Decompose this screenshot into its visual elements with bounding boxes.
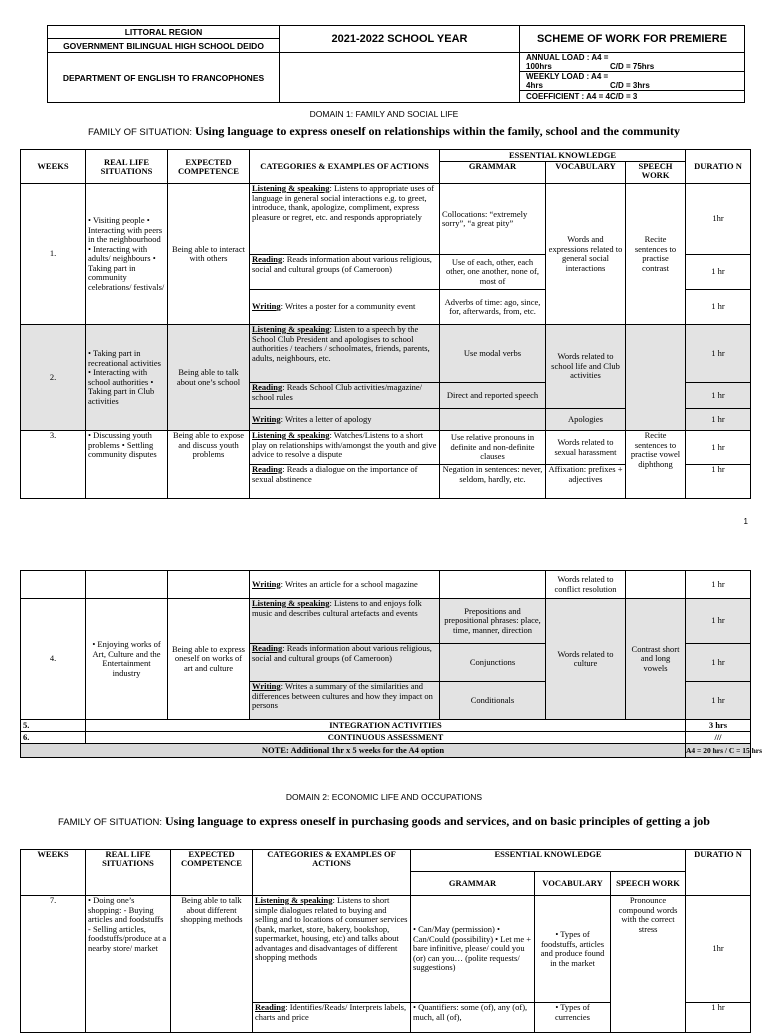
speech-work-cell: Contrast short and long vowels: [626, 599, 686, 720]
writing-action: Writing: Writes a poster for a community event: [250, 290, 440, 325]
listening-action: Listening & speaking: Listens to short simple dialogues related to buying and selling and to locations of consumer services (bank, market, store, bakery, bookshop, supermarket, housing, etc) and talks about advantages and disadvantages of different shopping methods: [253, 896, 411, 1003]
grammar-cell: Prepositions and prepositional phrases: place, time, manner, direction: [440, 599, 546, 644]
col-speech: SPEECH WORK: [611, 872, 686, 896]
expected-competence: Being able to expose and discuss youth problems: [168, 431, 250, 499]
reading-action: Reading: Reads a dialogue on the importance of sexual abstinence: [250, 465, 440, 499]
week-number: 3.: [21, 431, 86, 499]
page-number: 1: [743, 517, 748, 526]
grammar-cell: Collocations: “extremely sorry”, “a great pity”: [440, 184, 546, 255]
grammar-cell: Negation in sentences: never, seldom, hardly, etc.: [440, 465, 546, 499]
col-vocabulary: VOCABULARY: [535, 872, 611, 896]
reading-action: Reading: Identifies/Reads/ Interprets labels, charts and price: [253, 1003, 411, 1033]
writing-action: Writing: Writes a letter of apology: [250, 409, 440, 431]
domain1-table: [20, 149, 751, 499]
table-row: [21, 184, 751, 255]
domain2-table: [20, 849, 751, 1033]
table-row: [21, 325, 751, 383]
week-number: 7.: [21, 896, 86, 1033]
coefficient: COEFFICIENT : A4 = 4C/D = 3: [520, 91, 745, 103]
table-row: [21, 732, 751, 744]
table-row: [21, 896, 751, 1003]
col-weeks: WEEKS: [21, 850, 86, 896]
annual-load: ANNUAL LOAD : A4 = 100hrs C/D = 75hrs: [520, 53, 745, 72]
real-life-situations: • Visiting people • Interacting with peers in the neighbourhood • Interacting with adults/ neighbours • Taking part in community celebrations/ festivals/: [86, 184, 168, 325]
real-life-situations: • Enjoying works of Art, Culture and the Entertainment industry: [86, 599, 168, 720]
expected-competence: Being able to talk about one’s school: [168, 325, 250, 431]
header-table: [47, 25, 745, 103]
col-duration: DURATIO N: [686, 150, 751, 184]
col-categories: CATEGORIES & EXAMPLES OF ACTIONS: [250, 150, 440, 184]
scheme-title: SCHEME OF WORK FOR PREMIERE: [520, 26, 745, 53]
table-row: [21, 599, 751, 644]
speech-work-cell: Recite sentences to practise contrast: [626, 184, 686, 325]
col-categories: CATEGORIES & EXAMPLES OF ACTIONS: [253, 850, 411, 896]
domain2-family: FAMILY OF SITUATION: Using language to express oneself in purchasing goods and services, and on basic principles of getting a job: [58, 814, 710, 828]
expected-competence: Being able to express oneself on works of art and culture: [168, 599, 250, 720]
table-row: [21, 431, 751, 465]
col-duration: DURATIO N: [686, 850, 751, 896]
col-competence: EXPECTED COMPETENCE: [171, 850, 253, 896]
listening-action: Listening & speaking: Listens to appropriate uses of language in general social interactions e.g. to greet, introduce, thank, apologize, compliment, express pleasure or regret, etc. and responds appropriately: [250, 184, 440, 255]
vocabulary-cell: Words related to conflict resolution: [546, 571, 626, 599]
listening-action: Listening & speaking: Watches/Listens to a short play on relationships with/amongst the youth and give advice to resolve a dispute: [250, 431, 440, 465]
col-speech: SPEECH WORK: [626, 162, 686, 184]
expected-competence: Being able to talk about different shopping methods: [171, 896, 253, 1033]
vocabulary-cell: Words related to sexual harassment: [546, 431, 626, 465]
col-weeks: WEEKS: [21, 150, 86, 184]
duration-cell: 1 hr: [686, 383, 751, 409]
vocabulary-cell: • Types of foodstuffs, articles and produce found in the market: [535, 896, 611, 1003]
duration-cell: 1 hr: [686, 465, 751, 499]
duration-cell: ///: [686, 732, 751, 744]
duration-cell: 1 hr: [686, 255, 751, 290]
grammar-cell: Conjunctions: [440, 644, 546, 682]
col-real-life: REAL LIFE SITUATIONS: [86, 850, 171, 896]
domain2-title: DOMAIN 2: ECONOMIC LIFE AND OCCUPATIONS: [285, 792, 483, 802]
grammar-cell: Use of each, other, each other, one another, none of, most of: [440, 255, 546, 290]
domain1-title: DOMAIN 1: FAMILY AND SOCIAL LIFE: [309, 109, 459, 119]
duration-cell: 1 hr: [686, 290, 751, 325]
vocabulary-cell: Words and expressions related to general social interactions: [546, 184, 626, 325]
continuation-table: [20, 570, 763, 758]
reading-action: Reading: Reads information about various religious, social and cultural groups (of Cameroon): [250, 255, 440, 290]
duration-cell: 1 hr: [686, 599, 751, 644]
week-number: 4.: [21, 599, 86, 720]
grammar-cell: Use relative pronouns in definite and non-definite clauses: [440, 431, 546, 465]
grammar-cell: Use modal verbs: [440, 325, 546, 383]
grammar-cell: • Quantifiers: some (of), any (of), much, all (of),: [411, 1003, 535, 1033]
duration-cell: 1hr: [686, 184, 751, 255]
week-number: 5.: [21, 720, 86, 732]
note-text: NOTE: Additional 1hr x 5 weeks for the A4 option: [21, 744, 686, 758]
duration-cell: 1 hr: [686, 682, 751, 720]
duration-cell: 1hr: [686, 896, 751, 1003]
school-year: 2021-2022 SCHOOL YEAR: [280, 26, 520, 53]
table-row: [21, 571, 751, 599]
duration-cell: 3 hrs: [686, 720, 751, 732]
writing-action: Writing: Writes a summary of the similarities and differences between cultures and how they impact on persons: [250, 682, 440, 720]
real-life-situations: • Doing one’s shopping: - Buying articles and foodstuffs - Selling articles, foodstuffs/produce at a nearby store/ market: [86, 896, 171, 1033]
continuous-assessment: CONTINUOUS ASSESSMENT: [86, 732, 686, 744]
grammar-cell: Conditionals: [440, 682, 546, 720]
vocabulary-cell: Words related to school life and Club activities: [546, 325, 626, 409]
col-vocabulary: VOCABULARY: [546, 162, 626, 184]
col-grammar: GRAMMAR: [411, 872, 535, 896]
grammar-cell: Adverbs of time: ago, since, for, afterwards, from, etc.: [440, 290, 546, 325]
week-number: 1.: [21, 184, 86, 325]
real-life-situations: • Taking part in recreational activities • Interacting with school authorities • Taking part in Club activities: [86, 325, 168, 431]
duration-cell: 1 hr: [686, 431, 751, 465]
real-life-situations: • Discussing youth problems • Settling community disputes: [86, 431, 168, 499]
speech-work-cell: Pronounce compound words with the correct stress: [611, 896, 686, 1033]
col-real-life: REAL LIFE SITUATIONS: [86, 150, 168, 184]
integration-activities: INTEGRATION ACTIVITIES: [86, 720, 686, 732]
region: LITTORAL REGION: [48, 26, 280, 39]
duration-cell: 1 hr: [686, 409, 751, 431]
note-duration: A4 = 20 hrs / C = 15 hrs: [686, 744, 751, 758]
reading-action: Reading: Reads School Club activities/magazine/ school rules: [250, 383, 440, 409]
week-number: 6.: [21, 732, 86, 744]
grammar-cell: • Can/May (permission) • Can/Could (possibility) • Let me + bare infinitive, please/ could you (or) can you… (polite requests/ suggestions): [411, 896, 535, 1003]
listening-action: Listening & speaking: Listen to a speech by the School Club President and apologises to school authorities / teachers / schoolmates, friends, parents, adults, neighbours, etc.: [250, 325, 440, 383]
vocabulary-cell: Affixation: prefixes + adjectives: [546, 465, 626, 499]
listening-action: Listening & speaking: Listens to and enjoys folk music and describes cultural artefacts and events: [250, 599, 440, 644]
grammar-cell: Direct and reported speech: [440, 383, 546, 409]
vocabulary-cell: • Types of currencies: [535, 1003, 611, 1033]
duration-cell: 1 hr: [686, 571, 751, 599]
note-row: [21, 744, 751, 758]
department: DEPARTMENT OF ENGLISH TO FRANCOPHONES: [48, 53, 280, 103]
weekly-load: WEEKLY LOAD : A4 = 4hrs C/D = 3hrs: [520, 72, 745, 91]
expected-competence: Being able to interact with others: [168, 184, 250, 325]
col-grammar: GRAMMAR: [440, 162, 546, 184]
vocabulary-cell: Words related to culture: [546, 599, 626, 720]
vocabulary-cell: Apologies: [546, 409, 626, 431]
duration-cell: 1 hr: [686, 644, 751, 682]
col-competence: EXPECTED COMPETENCE: [168, 150, 250, 184]
col-knowledge: ESSENTIAL KNOWLEDGE: [440, 150, 686, 162]
duration-cell: 1 hr: [686, 1003, 751, 1033]
reading-action: Reading: Reads information about various religious, social and cultural groups (of Cameroon): [250, 644, 440, 682]
duration-cell: 1 hr: [686, 325, 751, 383]
domain1-family: FAMILY OF SITUATION: Using language to express oneself on relationships within the family, school and the community: [88, 124, 680, 138]
table-row: [21, 720, 751, 732]
writing-action: Writing: Writes an article for a school magazine: [250, 571, 440, 599]
week-number: 2.: [21, 325, 86, 431]
col-knowledge: ESSENTIAL KNOWLEDGE: [411, 850, 686, 872]
school-name: GOVERNMENT BILINGUAL HIGH SCHOOL DEIDO: [48, 39, 280, 53]
speech-work-cell: Recite sentences to practise vowel diphthong: [626, 431, 686, 499]
